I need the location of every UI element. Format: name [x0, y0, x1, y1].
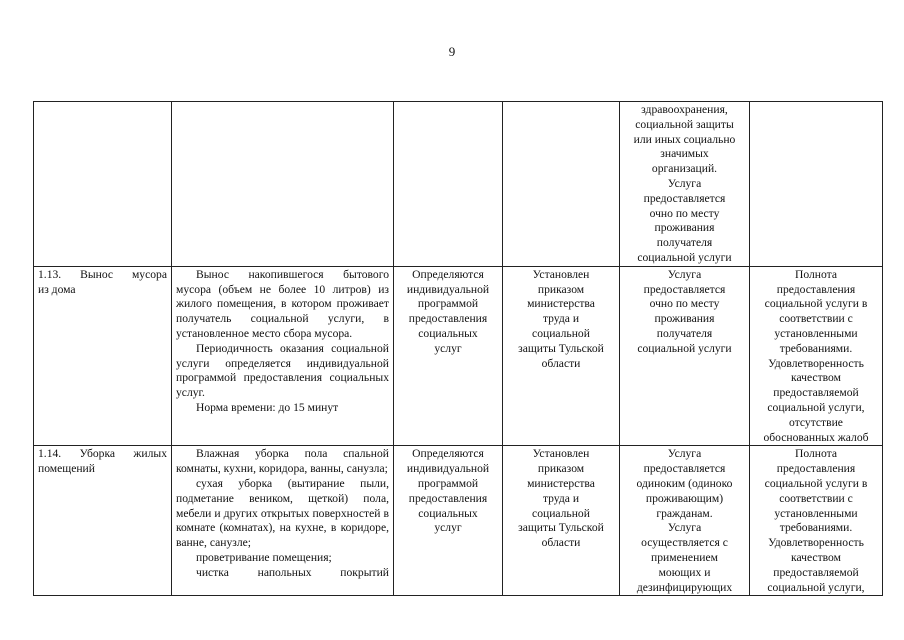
page-number: 9 — [448, 44, 456, 59]
service-description-cell: Вынос накопившегося бытового мусора (объем не более 10 литров) из жилого помещения, в котором проживает получатель социальной услуги, в установленное место сбора мусора. Периодичность оказания социальной услуги определяется индивидуальной программой предоставления социальных услуг. Норма времени: до 15 минут — [172, 266, 394, 446]
service-name-cell — [34, 102, 172, 267]
services-table — [33, 101, 883, 596]
service-conditions-cell: здравоохранения, социальной защиты или иных социально значимых организаций. Услуга предоставляется очно по месту проживания получателя социальной услуги — [620, 102, 750, 267]
service-description-cell — [172, 102, 394, 267]
service-standard-cell: Установлен приказом министерства труда и социальной защиты Тульской области — [503, 266, 620, 446]
service-standard-cell — [503, 102, 620, 267]
service-volume-cell: Определяются индивидуальной программой предоставления социальных услуг — [394, 266, 503, 446]
service-quality-cell — [750, 102, 883, 267]
table-row — [34, 102, 883, 267]
table-row — [34, 266, 883, 446]
service-conditions-cell: Услуга предоставляется очно по месту проживания получателя социальной услуги — [620, 266, 750, 446]
service-volume-cell — [394, 102, 503, 267]
service-quality-cell: Полнота предоставления социальной услуги в соответствии с установленными требованиями. Удовлетворенность качеством предоставляемой социальной услуги, — [750, 446, 883, 596]
service-conditions-cell: Услуга предоставляется одиноким (одиноко проживающим) гражданам. Услуга осуществляется с применением моющих и дезинфицирующих — [620, 446, 750, 596]
table-row — [34, 446, 883, 596]
service-volume-cell: Определяются индивидуальной программой предоставления социальных услуг — [394, 446, 503, 596]
service-standard-cell: Установлен приказом министерства труда и социальной защиты Тульской области — [503, 446, 620, 596]
service-description-cell: Влажная уборка пола спальной комнаты, кухни, коридора, ванны, санузла; сухая уборка (вытирание пыли, подметание веником, щеткой) пола, мебели и других открытых поверхностей в комнате (комнатах), на кухне, в коридоре, ванне, санузле; проветривание помещения; чистка напольных покрытий — [172, 446, 394, 596]
service-name-cell: 1.13. Вынос мусора из дома — [34, 266, 172, 446]
service-quality-cell: Полнота предоставления социальной услуги в соответствии с установленными требованиями. Удовлетворенность качеством предоставляемой социальной услуги, отсутствие обоснованных жалоб — [750, 266, 883, 446]
service-name-cell: 1.14. Уборка жилых помещений — [34, 446, 172, 596]
